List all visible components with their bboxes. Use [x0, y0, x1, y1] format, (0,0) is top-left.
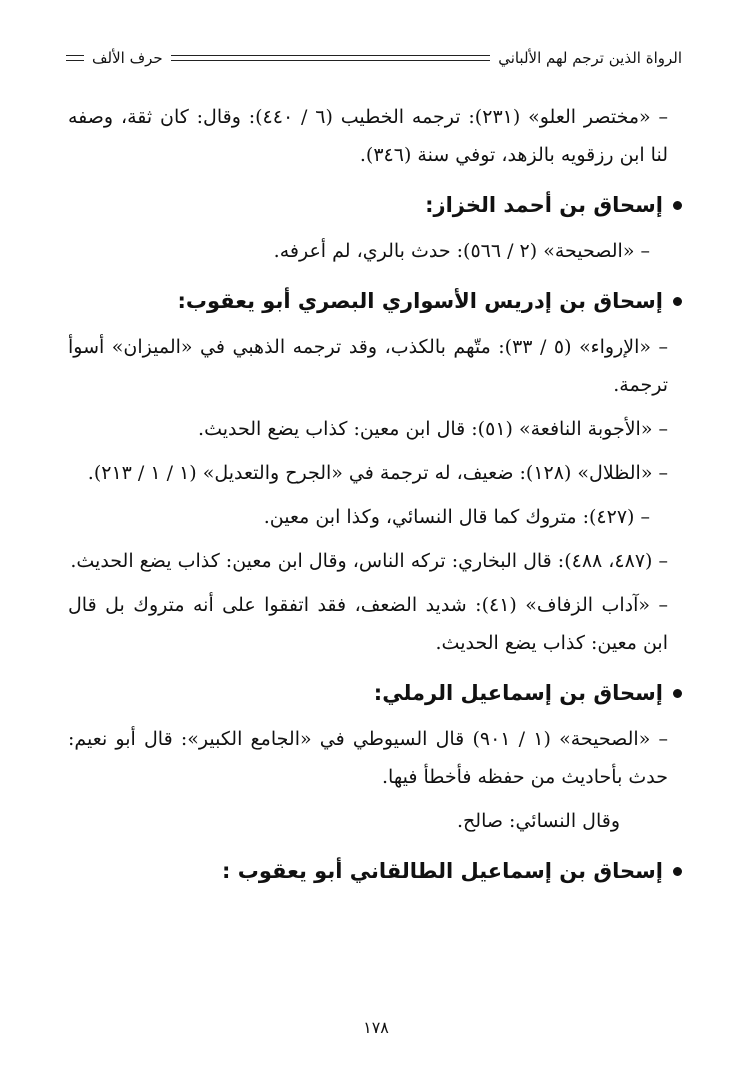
entry-paragraph: – «مختصر العلو» (٢٣١): ترجمه الخطيب (٦ / ٤٤٠): وقال: كان ثقة، وصفه لنا ابن رزقويه بالزهد، توفي سنة (٣٤٦).: [68, 106, 669, 166]
entry-heading-text: إسحاق بن أحمد الخزاز:: [425, 193, 663, 217]
entry-paragraph: – «الصحيحة» (١ / ٩٠١) قال السيوطي في «الجامع الكبير»: قال أبو نعيم: حدث بأحاديث من حفظه فأخطأ فيها.: [68, 728, 669, 788]
entry-heading: [68, 854, 682, 888]
entry-heading: [68, 284, 682, 318]
entry-paragraph: – «آداب الزفاف» (٤١): شديد الضعف، فقد اتفقوا على أنه متروك بل قال ابن معين: كذاب يضع الحديث.: [68, 594, 668, 654]
entry-paragraph: – «الإرواء» (٥ / ٣٣): متّهم بالكذب، وقد ترجمه الذهبي في «الميزان» أسوأ ترجمة.: [68, 336, 668, 396]
entry-paragraph: – «الأجوبة النافعة» (٥١): قال ابن معين: كذاب يضع الحديث.: [198, 418, 668, 440]
entry-heading-text: إسحاق بن إسماعيل الطالقاني أبو يعقوب :: [222, 859, 663, 883]
header-rule: [171, 55, 491, 61]
running-header-section: حرف الألف: [92, 49, 163, 67]
entry-paragraph: – (٤٨٧، ٤٨٨): قال البخاري: تركه الناس، وقال ابن معين: كذاب يضع الحديث.: [70, 550, 668, 572]
header-end-rule: [66, 55, 84, 61]
bullet-icon: [673, 689, 682, 698]
entry-heading-text: إسحاق بن إدريس الأسواري البصري أبو يعقوب:: [177, 289, 663, 313]
entry-heading-text: إسحاق بن إسماعيل الرملي:: [373, 681, 663, 705]
entry-heading: [68, 188, 682, 222]
bullet-icon: [673, 867, 682, 876]
bullet-icon: [673, 297, 682, 306]
page-body: [68, 98, 668, 898]
running-header-title: الرواة الذين ترجم لهم الألباني: [498, 49, 682, 67]
entry-paragraph: وقال النسائي: صالح.: [456, 810, 620, 832]
running-header: [66, 44, 682, 72]
entry-heading: [68, 676, 682, 710]
entry-paragraph: – (٤٢٧): متروك كما قال النسائي، وكذا ابن معين.: [263, 506, 650, 528]
entry-paragraph: – «الظلال» (١٢٨): ضعيف، له ترجمة في «الجرح والتعديل» (١ / ١ / ٢١٣).: [87, 462, 668, 484]
page-number: ١٧٨: [363, 1018, 389, 1037]
entry-paragraph: – «الصحيحة» (٢ / ٥٦٦): حدث بالري، لم أعرفه.: [273, 240, 650, 262]
bullet-icon: [673, 201, 682, 210]
